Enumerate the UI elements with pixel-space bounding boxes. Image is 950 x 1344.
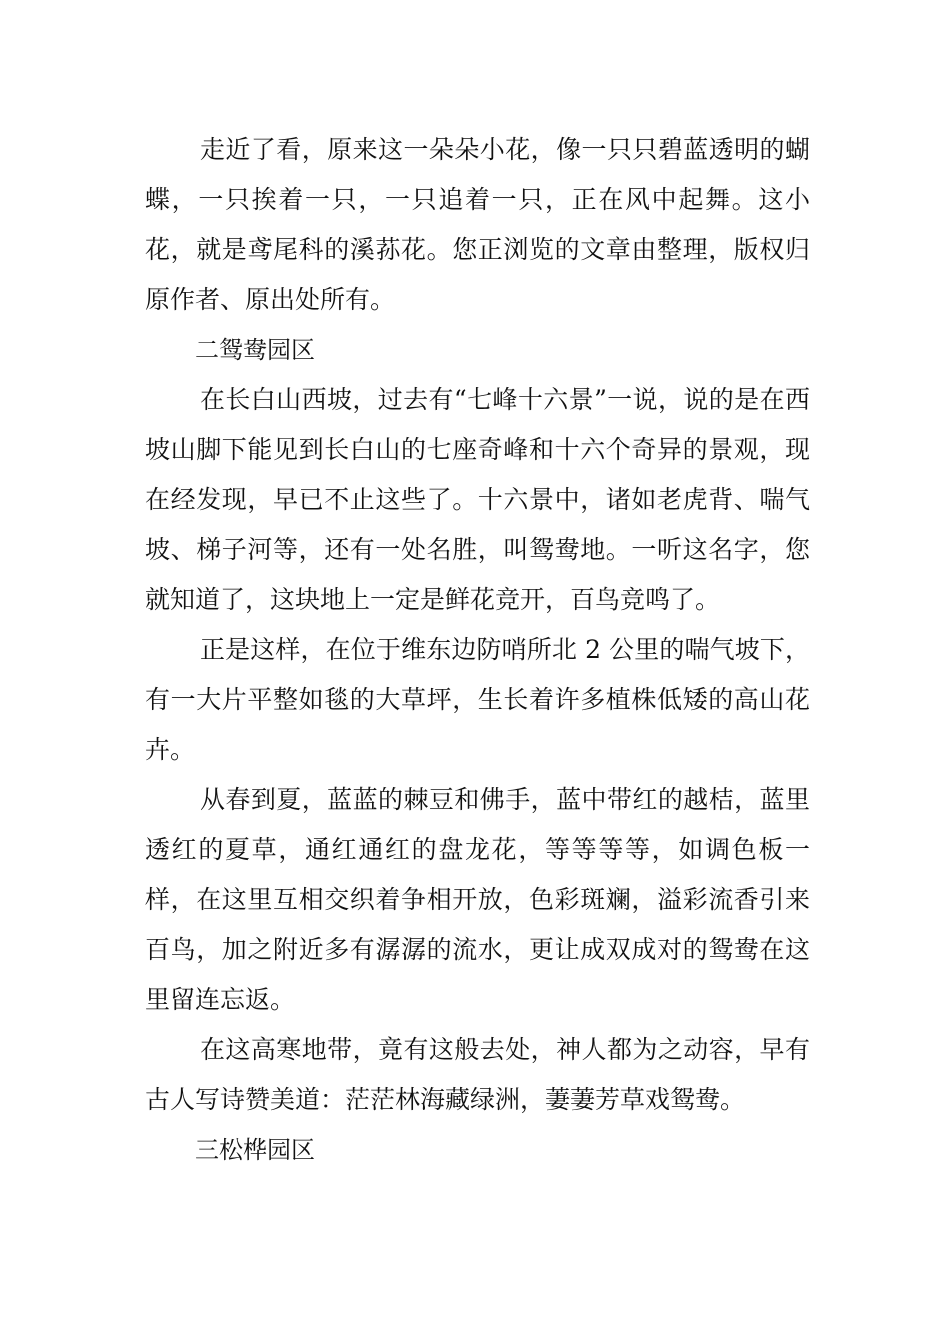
paragraph-ancient-poem: 在这高寒地带，竟有这般去处，神人都为之动容，早有古人写诗赞美道：茫茫林海藏绿洲，萋萋芳草戏鸳鸯。 bbox=[145, 1035, 810, 1114]
paragraph-seven-peaks: 在长白山西坡，过去有“七峰十六景”一说，说的是在西坡山脚下能见到长白山的七座奇峰和十六个奇异的景观，现在经发现，早已不止这些了。十六景中，诸如老虎背、喘气坡、梯子河等，还有一处名胜，叫鸳鸯地。一听这名字，您就知道了，这块地上一定是鲜花竞开，百鸟竞鸣了。 bbox=[145, 385, 810, 614]
paragraph-spring-summer-flowers: 从春到夏，蓝蓝的棘豆和佛手，蓝中带红的越桔，蓝里透红的夏草，通红通红的盘龙花，等等等等，如调色板一样，在这里互相交织着争相开放，色彩斑斓，溢彩流香引来百鸟，加之附近多有潺潺的流水，更让成双成对的鸳鸯在这里留连忘返。 bbox=[145, 785, 810, 1014]
paragraph-meadow: 正是这样，在位于维东边防哨所北 2 公里的喘气坡下，有一大片平整如毯的大草坪，生长着许多植株低矮的高山花卉。 bbox=[145, 635, 810, 764]
section-heading-mandarin-duck-area: 二鸳鸯园区 bbox=[195, 336, 315, 364]
article-body bbox=[145, 125, 810, 1175]
section-heading-pine-birch-area: 三松桦园区 bbox=[195, 1136, 315, 1164]
paragraph-xisun-flower: 走近了看，原来这一朵朵小花，像一只只碧蓝透明的蝴蝶，一只挨着一只，一只追着一只，正在风中起舞。这小花，就是鸢尾科的溪荪花。您正浏览的文章由整理，版权归原作者、原出处所有。 bbox=[145, 135, 810, 314]
